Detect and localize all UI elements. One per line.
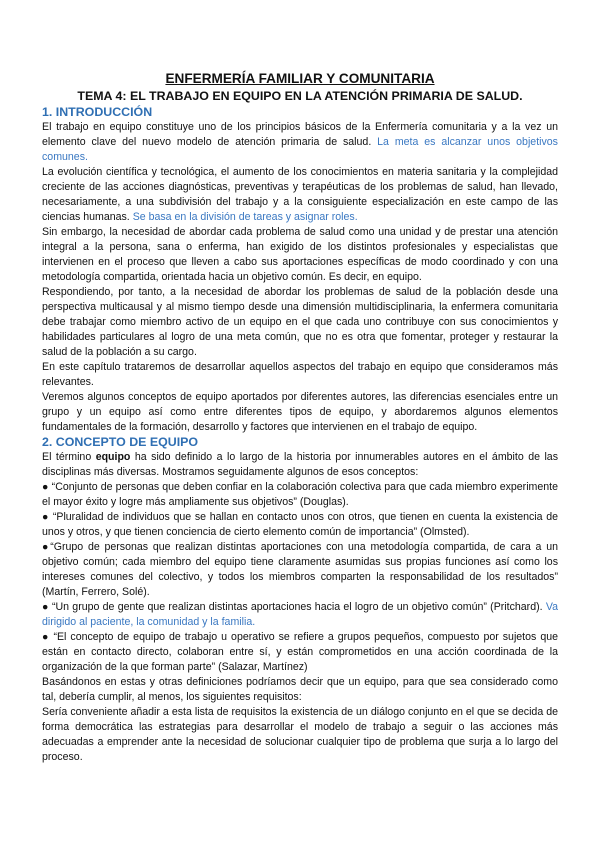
list-item: ● “El concepto de equipo de trabajo u operativo se refiere a grupos pequeños, compuesto por sujetos que están en contacto directo, colaboran entre sí, y están comprometidos en una acción coordinada de la organización de la que forman parte” (Salazar, Martínez) — [42, 631, 558, 673]
document-subtitle: TEMA 4: EL TRABAJO EN EQUIPO EN LA ATENCIÓN PRIMARIA DE SALUD. — [77, 89, 523, 103]
paragraph: Basándonos en estas y otras definiciones podríamos decir que un equipo, para que sea considerado como tal, debería cumplir, al menos, los siguientes requisitos: — [42, 676, 558, 703]
list-item: ●“Grupo de personas que realizan distintas aportaciones con una metodología compartida, de cara a un objetivo común; cada miembro del equipo tiene claramente asumidas sus propias funciones así como los intereses comunes del colectivo, y todos los miembros comparten la responsabilidad de los resultados” (Martín, Ferrero, Solé). — [42, 541, 558, 598]
list-item: ● “Pluralidad de individuos que se hallan en contacto unos con otros, que tienen en cuenta la existencia de unos y otros, y que tienen conciencia de cierto elemento común de importancia” (Olmsted). — [42, 511, 558, 538]
highlight-note: Va dirigido al paciente, la comunidad y la familia. — [42, 601, 558, 628]
section-heading-introduccion: 1. INTRODUCCIÓN — [42, 105, 153, 119]
highlight-note: Se basa en la división de tareas y asignar roles. — [132, 211, 358, 223]
paragraph: Sin embargo, la necesidad de abordar cada problema de salud como una unidad y de prestar una atención integral a la persona, sana o enferma, han exigido de los distintos profesionales y especialistas que intervienen en el proceso que lleven a cabo sus aportaciones específicas de modo coordinado y con una metodología compartida, orientada hacia un objetivo común. Es decir, en equipo. — [42, 226, 558, 283]
paragraph: Respondiendo, por tanto, a la necesidad de abordar los problemas de salud de la población desde una perspectiva multicausal y al mismo tiempo desde una dimensión multidisciplinaria, la enfermera comunitaria debe trabajar como miembro activo de un equipo en el que cada uno contribuye con sus conocimientos y habilidades particulares al logro de una meta común, que no es otra que fomentar, proteger y restaurar la salud de la población a su cargo. — [42, 286, 558, 358]
paragraph: Veremos algunos conceptos de equipo aportados por diferentes autores, las diferencias esenciales entre un grupo y un equipo así como entre diferentes tipos de equipo, y abordaremos algunos elementos fundamentales de la formación, desarrollo y factores que intervienen en el trabajo de equipo. — [42, 391, 558, 433]
highlight-note: La meta es alcanzar unos objetivos comunes. — [42, 136, 558, 163]
paragraph: Sería conveniente añadir a esta lista de requisitos la existencia de un diálogo conjunto en el que se decida de forma democrática las estrategias para desarrollar el modelo de trabajo a seguir o las acciones más adecuadas a emprender ante la necesidad de solucionar cualquier tipo de problema que surja a lo largo del proceso. — [42, 706, 558, 763]
paragraph: La evolución científica y tecnológica, el aumento de los conocimientos en materia sanitaria y la complejidad creciente de las acciones diagnósticas, preventivas y terapéuticas de los problemas de salud, han llevado, necesariamente, a una subdivisión del trabajo y a la consiguiente especialización en este campo de las ciencias humanas. Se basa en la división de tareas y asignar roles. — [42, 166, 558, 223]
section-heading-concepto: 2. CONCEPTO DE EQUIPO — [42, 435, 199, 449]
paragraph: En este capítulo trataremos de desarrollar aquellos aspectos del trabajo en equipo que consideramos más relevantes. — [42, 361, 558, 388]
paragraph: El término equipo ha sido definido a lo largo de la historia por innumerables autores en el ámbito de las disciplinas más diversas. Mostramos seguidamente algunos de esos conceptos: — [42, 451, 558, 478]
bold-term: equipo — [95, 451, 131, 463]
list-item: ● “Un grupo de gente que realizan distintas aportaciones hacia el logro de un objetivo común” (Pritchard). Va dirigido al paciente, la comunidad y la familia. — [42, 601, 558, 628]
definition-list — [42, 480, 558, 675]
list-item: ● “Conjunto de personas que deben confiar en la colaboración colectiva para que cada miembro experimente el mayor éxito y logre más ampliamente sus objetivos” (Douglas). — [42, 481, 558, 508]
paragraph: El trabajo en equipo constituye uno de los principios básicos de la Enfermería comunitaria y a la vez un elemento clave del nuevo modelo de atención primaria de salud. La meta es alcanzar unos objetivos comunes. — [42, 121, 558, 163]
document-title: ENFERMERÍA FAMILIAR Y COMUNITARIA — [165, 71, 435, 86]
document-page — [42, 70, 558, 765]
